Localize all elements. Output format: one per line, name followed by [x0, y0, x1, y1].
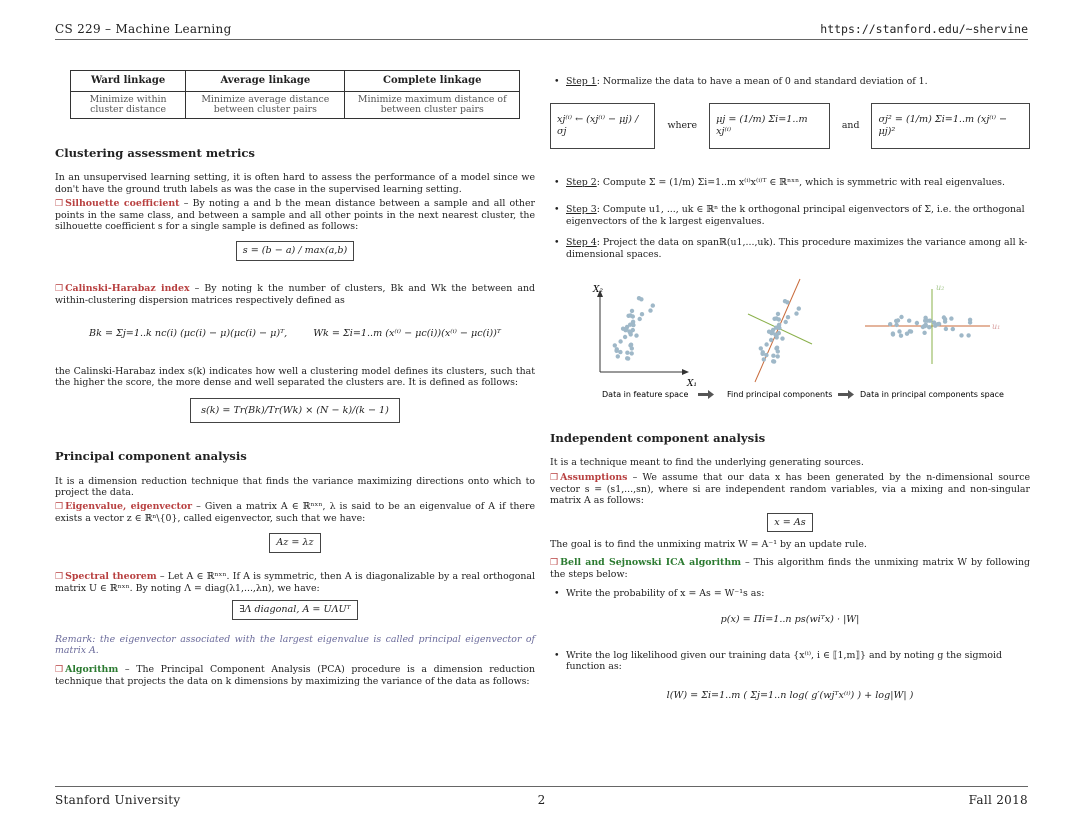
- data-point: [894, 323, 898, 327]
- spectral-formula: ∃Λ diagonal, A = UΛUᵀ: [232, 600, 357, 620]
- silhouette-keyword: Silhouette coefficient: [65, 198, 180, 210]
- ch-after-text: the Calinski-Harabaz index s(k) indicates how well a clustering model defines its clusters, such that the higher the score, the more dense and well separated the clusters are. It is defined as follows:: [55, 365, 535, 389]
- td-complete: Minimize maximum distance of between cluster pairs: [345, 92, 520, 119]
- data-point: [767, 330, 771, 334]
- eigen-formula: Az = λz: [269, 533, 320, 553]
- data-point: [784, 320, 788, 324]
- algorithm-keyword: Algorithm: [65, 663, 119, 675]
- where-text: where: [667, 120, 698, 132]
- spectral-paragraph: [55, 571, 535, 594]
- data-point: [651, 304, 655, 308]
- pca-intro: It is a dimension reduction technique that finds the variance maximizing directions onto which to project the data.: [55, 475, 535, 499]
- ch-formula: s(k) = Tr(Bk)/Tr(Wk) × (N − k)/(k − 1): [190, 398, 400, 424]
- data-point: [759, 346, 763, 350]
- assumptions-keyword: Assumptions: [560, 471, 628, 483]
- author-url[interactable]: https://stanford.edu/~shervine: [820, 22, 1028, 36]
- step4-item: [566, 237, 1030, 260]
- data-point: [924, 323, 928, 327]
- ica-goal: The goal is to find the unmixing matrix W = A⁻¹ by an update rule.: [550, 539, 867, 551]
- th-complete: Complete linkage: [345, 71, 520, 92]
- th-ward: Ward linkage: [71, 71, 186, 92]
- data-point: [944, 327, 948, 331]
- bell-paragraph: [550, 557, 1030, 580]
- data-point: [618, 340, 622, 344]
- pca-heading: Principal component analysis: [55, 449, 247, 464]
- data-point: [639, 297, 643, 301]
- data-point: [773, 333, 777, 337]
- td-ward: Minimize within cluster distance: [71, 92, 186, 119]
- data-point: [638, 317, 642, 321]
- bullet-square-icon: ❒: [550, 557, 559, 568]
- eigen-paragraph: [55, 501, 535, 524]
- data-point: [772, 360, 776, 364]
- ica-intro: It is a technique meant to find the underlying generating sources.: [550, 457, 864, 469]
- data-point: [959, 333, 963, 337]
- log-likelihood-formula: l(W) = Σi=1..m ( Σj=1..n log( g′(wjᵀx⁽ⁱ⁾) ) + log|W| ): [666, 690, 914, 702]
- mean-formula: μj = (1/m) Σi=1..m xj⁽ⁱ⁾: [709, 103, 830, 148]
- silhouette-text: – By noting a and b the mean distance between a sample and all other points in the same class, and between a sample and all other points in the next nearest cluster, the silhouette coefficient s for a single sample is defined as follows:: [55, 198, 535, 233]
- algorithm-paragraph: [55, 664, 535, 687]
- data-point: [616, 354, 620, 358]
- data-point: [630, 309, 634, 313]
- step3-label: Step 3: [566, 204, 597, 216]
- data-point: [888, 322, 892, 326]
- data-point: [621, 327, 625, 331]
- data-point: [613, 343, 617, 347]
- caption-feature-space: Data in feature space: [602, 390, 689, 400]
- data-point: [762, 357, 766, 361]
- mixing-formula: x = As: [767, 513, 812, 533]
- page-footer: [55, 786, 1028, 810]
- data-point: [631, 315, 635, 319]
- data-point: [907, 319, 911, 323]
- data-point: [771, 354, 775, 358]
- term: Fall 2018: [968, 793, 1028, 807]
- eigen-keyword: Eigenvalue, eigenvector: [65, 501, 193, 513]
- step2-item: [566, 177, 1030, 188]
- data-point: [785, 300, 789, 304]
- clustering-intro: In an unsupervised learning setting, it is often hard to assess the performance of a model since we don't have the ground truth labels as was the case in the supervised learning setting.: [55, 172, 535, 195]
- page-number: 2: [537, 793, 546, 807]
- data-point: [777, 318, 781, 322]
- step1-text: : Normalize the data to have a mean of 0 and standard deviation of 1.: [596, 76, 928, 87]
- pca-figure: [550, 274, 1030, 404]
- u1-label: u₁: [992, 322, 1001, 332]
- td-average: Minimize average distance between cluster pairs: [186, 92, 345, 119]
- bell-keyword: Bell and Sejnowski ICA algorithm: [560, 556, 742, 568]
- remark-text: Remark: the eigenvector associated with the largest eigenvalue is called principal eigenvector of matrix A.: [55, 633, 535, 657]
- bell-step2-text: Write the log likelihood given our training data {x⁽ⁱ⁾, i ∈ ⟦1,m⟧} and by noting g the sigmoid function as:: [566, 649, 1002, 672]
- data-point: [951, 327, 955, 331]
- variance-formula: σj² = (1/m) Σi=1..m (xj⁽ⁱ⁾ − μj)²: [871, 103, 1030, 148]
- data-point: [937, 322, 941, 326]
- step4-label: Step 4: [566, 237, 597, 249]
- arrow-right-icon: [682, 369, 689, 375]
- data-point: [764, 353, 768, 357]
- ch-paragraph: [55, 283, 535, 306]
- arrow-right-icon: [838, 390, 854, 399]
- data-point: [631, 320, 635, 324]
- data-point: [623, 335, 627, 339]
- step4-text: : Project the data on spanℝ(u1,...,uk). This procedure maximizes the variance among all k-dimensional spaces.: [566, 237, 1028, 260]
- data-point: [922, 331, 926, 335]
- data-point: [923, 316, 927, 320]
- data-point: [626, 357, 630, 361]
- data-point: [627, 330, 631, 334]
- bell-step1: [566, 588, 1030, 599]
- right-column: [550, 70, 1030, 702]
- data-point: [908, 329, 912, 333]
- ch-keyword: Calinski-Harabaz index: [65, 282, 190, 294]
- caption-pc-space: Data in principal components space: [860, 390, 1004, 400]
- algorithm-text: – The Principal Component Analysis (PCA) procedure is a dimension reduction technique that projects the data on k dimensions by maximizing the variance of the data as follows:: [55, 663, 535, 687]
- step3-text: : Compute u1, ..., uk ∈ ℝⁿ the k orthogonal principal eigenvectors of Σ, i.e. the orthogonal eigenvectors of the k largest eigenvalues.: [566, 204, 1025, 227]
- silhouette-paragraph: [55, 198, 535, 233]
- data-point: [932, 321, 936, 325]
- step3-item: [566, 204, 1030, 227]
- u2-label: u₂: [936, 283, 945, 293]
- data-point: [630, 351, 634, 355]
- step1-item: [566, 76, 1030, 87]
- ch-text: – By noting k the number of clusters, Bk and Wk the between and within-clustering dispersion matrices respectively defined as: [55, 282, 535, 306]
- silhouette-formula: s = (b − a) / max(a,b): [236, 241, 355, 261]
- bullet-square-icon: ❒: [55, 571, 64, 582]
- assumptions-paragraph: [550, 472, 1030, 507]
- bullet-square-icon: ❒: [55, 664, 64, 675]
- bullet-square-icon: ❒: [550, 472, 559, 483]
- data-point: [634, 334, 638, 338]
- assumptions-text: – We assume that our data x has been generated by the n-dimensional source vector s = (s1,...,sn), where si are independent random variables, via a mixing and non-singular matrix A as follows:: [550, 471, 1030, 507]
- course-title: CS 229 – Machine Learning: [55, 22, 232, 36]
- data-point: [899, 334, 903, 338]
- data-point: [797, 307, 801, 311]
- and-text: and: [841, 120, 860, 132]
- data-point: [780, 337, 784, 341]
- left-column: [55, 70, 535, 687]
- data-point: [949, 317, 953, 321]
- principal-components-points: [759, 299, 801, 364]
- data-point: [786, 315, 790, 319]
- data-point: [625, 351, 629, 355]
- data-point: [774, 346, 778, 350]
- caption-find-components: Find principal components: [727, 390, 833, 400]
- th-average: Average linkage: [186, 71, 345, 92]
- data-point: [615, 347, 619, 351]
- normalize-formula: xj⁽ⁱ⁾ ← (xj⁽ⁱ⁾ − μj) / σj: [550, 103, 655, 148]
- bell-step1-text: Write the probability of x = As = W⁻¹s as:: [566, 588, 765, 600]
- bullet-square-icon: ❒: [55, 283, 64, 294]
- data-point: [769, 338, 773, 342]
- page-header: [55, 22, 1028, 40]
- ica-heading: Independent component analysis: [550, 431, 766, 446]
- data-point: [628, 343, 632, 347]
- spectral-keyword: Spectral theorem: [65, 570, 157, 582]
- data-point: [968, 321, 972, 325]
- data-point: [899, 315, 903, 319]
- linkage-table: [70, 70, 520, 119]
- data-point: [943, 320, 947, 324]
- feature-space-points: [613, 296, 655, 361]
- data-point: [640, 312, 644, 316]
- bullet-square-icon: ❒: [55, 199, 64, 210]
- data-point: [618, 350, 622, 354]
- data-point: [896, 319, 900, 323]
- spectral-text: – Let A ∈ ℝⁿˣⁿ. If A is symmetric, then A is diagonalizable by a real orthogonal matrix U ∈ ℝⁿˣⁿ. By noting Λ = diag(λ1,...,λn), we have:: [55, 570, 535, 594]
- step2-label: Step 2: [566, 176, 597, 188]
- data-point: [891, 333, 895, 337]
- data-point: [764, 343, 768, 347]
- x1-label: X₁: [687, 379, 698, 390]
- data-point: [966, 333, 970, 337]
- data-point: [897, 330, 901, 334]
- probability-formula: p(x) = Πi=1..n ps(wiᵀx) · |W|: [720, 613, 860, 625]
- data-point: [776, 354, 780, 358]
- bell-text: – This algorithm finds the unmixing matrix W by following the steps below:: [550, 556, 1030, 580]
- arrow-right-icon: [698, 390, 714, 399]
- bk-formula: Bk = Σj=1..k nc(i) (μc(i) − μ)(μc(i) − μ)ᵀ,: [89, 328, 288, 340]
- data-point: [794, 312, 798, 316]
- data-point: [915, 321, 919, 325]
- bullet-square-icon: ❒: [55, 502, 64, 513]
- u1-direction-line: [755, 279, 800, 382]
- clustering-metrics-heading: Clustering assessment metrics: [55, 145, 255, 160]
- data-point: [777, 323, 781, 327]
- data-point: [776, 312, 780, 316]
- university-name: Stanford University: [55, 793, 181, 807]
- step1-label: Step 1: [566, 76, 597, 87]
- data-point: [648, 309, 652, 313]
- step2-text: : Compute Σ = (1/m) Σi=1..m x⁽ⁱ⁾x⁽ⁱ⁾ᵀ ∈ ℝⁿˣⁿ, which is symmetric with real eigenvalues.: [596, 176, 1005, 188]
- eigen-text: – Given a matrix A ∈ ℝⁿˣⁿ, λ is said to be an eigenvalue of A if there exists a vector z ∈ ℝⁿ\{0}, called eigenvector, such that we have:: [55, 501, 535, 525]
- wk-formula: Wk = Σi=1..m (x⁽ⁱ⁾ − μc(i))(x⁽ⁱ⁾ − μc(i))ᵀ: [313, 328, 501, 340]
- bell-step2: [566, 650, 1030, 673]
- x2-label: X₂: [593, 285, 604, 296]
- data-point: [761, 350, 765, 354]
